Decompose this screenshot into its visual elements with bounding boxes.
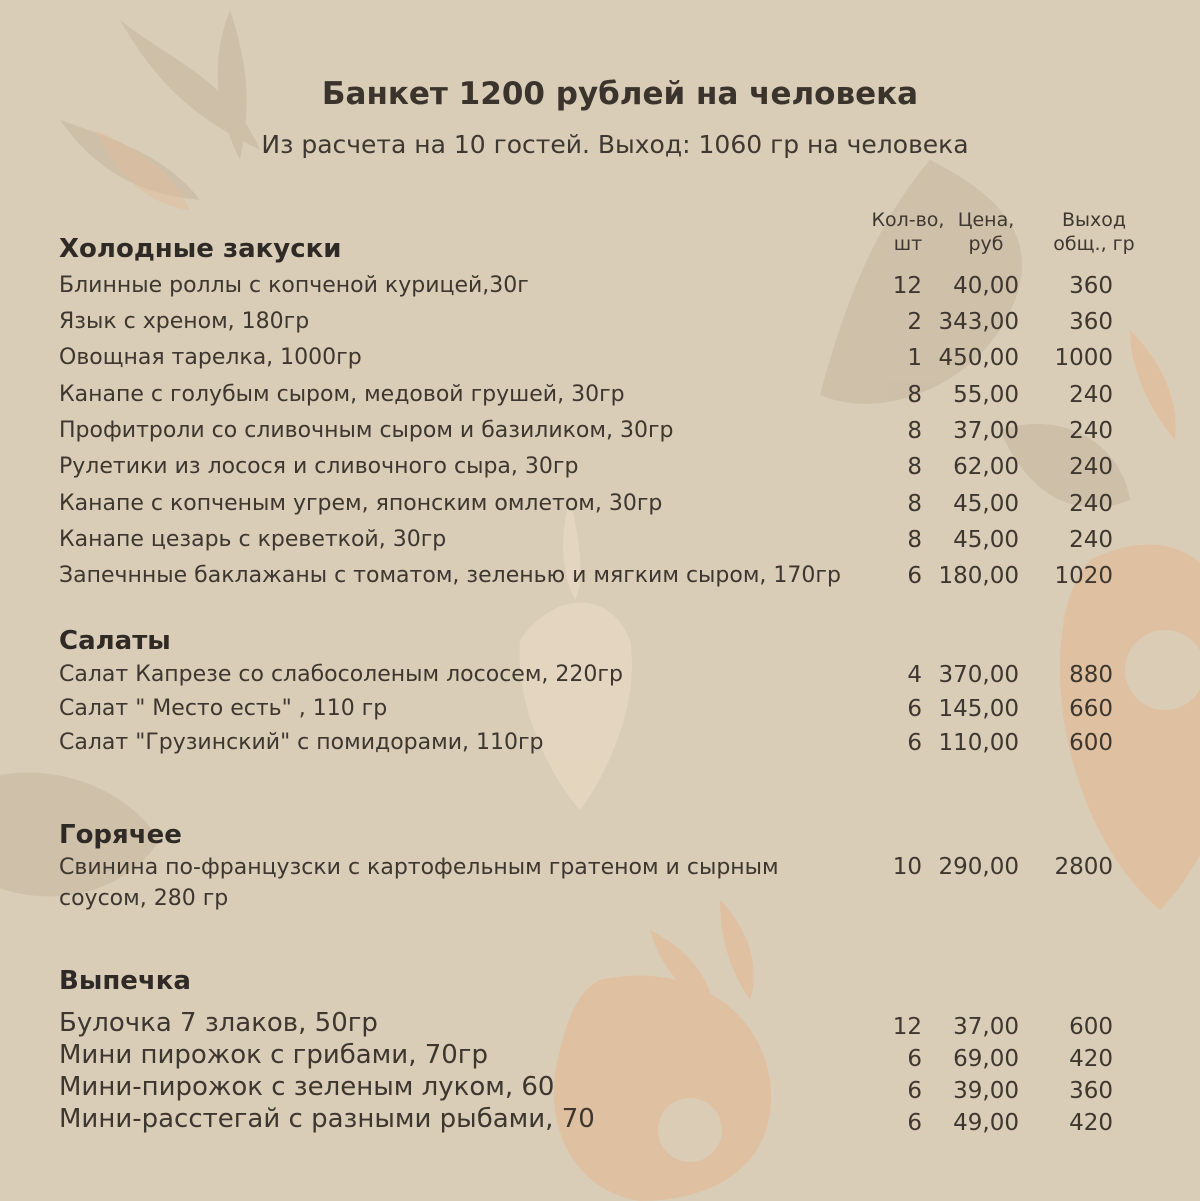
- item-qty: 6: [907, 563, 922, 589]
- item-name: Мини-расстегай с разными рыбами, 70: [59, 1104, 595, 1134]
- column-header-qty-line1: Кол-во,: [871, 209, 945, 231]
- item-price: 343,00: [938, 309, 1019, 335]
- item-price: 49,00: [953, 1110, 1019, 1136]
- page-title: Банкет 1200 рублей на человека: [321, 76, 919, 112]
- menu-row: [0, 491, 1200, 523]
- item-qty: 6: [907, 730, 922, 756]
- item-output: 360: [1069, 1078, 1113, 1104]
- item-output: 240: [1069, 454, 1113, 480]
- item-name: Блинные роллы с копченой курицей,30г: [59, 273, 529, 298]
- item-output: 600: [1069, 1014, 1113, 1040]
- item-output: 660: [1069, 696, 1113, 722]
- menu-row: [0, 418, 1200, 450]
- item-output: 880: [1069, 662, 1113, 688]
- menu-row: [0, 345, 1200, 377]
- menu-row: [0, 382, 1200, 414]
- item-qty: 8: [907, 418, 922, 444]
- item-price: 39,00: [953, 1078, 1019, 1104]
- item-name: Язык с хреном, 180гр: [59, 309, 310, 334]
- column-header-price: [948, 208, 1024, 256]
- item-output: 1000: [1054, 345, 1113, 371]
- column-header-output-line2: общ., гр: [1053, 233, 1135, 255]
- item-qty: 6: [907, 1078, 922, 1104]
- menu-row: [0, 696, 1200, 728]
- item-qty: 12: [892, 273, 922, 299]
- item-name: Профитроли со сливочным сыром и базиликом, 30гр: [59, 418, 674, 443]
- item-price: 55,00: [953, 382, 1019, 408]
- item-qty: 8: [907, 527, 922, 553]
- item-name: Запечнные баклажаны с томатом, зеленью и мягким сыром, 170гр: [59, 563, 841, 588]
- menu-row: [0, 662, 1200, 694]
- item-name: Канапе с голубым сыром, медовой грушей, 30гр: [59, 382, 625, 407]
- column-header-output: [1044, 208, 1144, 256]
- item-qty: 8: [907, 454, 922, 480]
- menu-row: [0, 854, 1200, 918]
- item-qty: 6: [907, 1110, 922, 1136]
- item-price: 37,00: [953, 1014, 1019, 1040]
- item-output: 240: [1069, 491, 1113, 517]
- menu-row: [0, 273, 1200, 305]
- menu-row: [0, 730, 1200, 762]
- item-price: 145,00: [938, 696, 1019, 722]
- item-name: Салат "Грузинский" с помидорами, 110гр: [59, 730, 544, 755]
- item-name: Мини-пирожок с зеленым луком, 60: [59, 1072, 555, 1102]
- menu-row: [0, 563, 1200, 595]
- item-price: 40,00: [953, 273, 1019, 299]
- item-price: 45,00: [953, 491, 1019, 517]
- column-header-price-line2: руб: [968, 233, 1004, 255]
- item-price: 110,00: [938, 730, 1019, 756]
- item-output: 240: [1069, 418, 1113, 444]
- item-name: Салат Капрезе со слабосоленым лососем, 220гр: [59, 662, 623, 687]
- item-output: 360: [1069, 309, 1113, 335]
- item-name: Свинина по-французски с картофельным гратеном и сырным соусом, 280 гр: [59, 855, 779, 911]
- item-name: Мини пирожок с грибами, 70гр: [59, 1040, 488, 1070]
- column-header-output-line1: Выход: [1061, 209, 1127, 231]
- column-header-qty-line2: шт: [893, 233, 923, 255]
- column-header-qty: [868, 208, 948, 256]
- item-output: 240: [1069, 527, 1113, 553]
- item-name: Канапе с копченым угрем, японским омлетом, 30гр: [59, 491, 663, 516]
- item-output: 360: [1069, 273, 1113, 299]
- section-title-cold-appetizers: Холодные закуски: [59, 234, 342, 264]
- menu-row: [0, 309, 1200, 341]
- menu-row: [0, 1104, 1200, 1142]
- item-name: Булочка 7 злаков, 50гр: [59, 1008, 378, 1038]
- item-qty: 8: [907, 382, 922, 408]
- item-qty: 1: [907, 345, 922, 371]
- page-subtitle: Из расчета на 10 гостей. Выход: 1060 гр на человека: [261, 130, 969, 159]
- item-name: Канапе цезарь с креветкой, 30гр: [59, 527, 447, 552]
- item-qty: 12: [892, 1014, 922, 1040]
- item-output: 600: [1069, 730, 1113, 756]
- item-output: 1020: [1054, 563, 1113, 589]
- column-header-price-line1: Цена,: [957, 209, 1015, 231]
- section-title-salads: Салаты: [59, 626, 171, 656]
- item-price: 37,00: [953, 418, 1019, 444]
- item-qty: 6: [907, 696, 922, 722]
- item-name: Овощная тарелка, 1000гр: [59, 345, 362, 370]
- item-price: 450,00: [938, 345, 1019, 371]
- menu-row: [0, 527, 1200, 559]
- item-qty: 8: [907, 491, 922, 517]
- section-title-pastry: Выпечка: [59, 966, 191, 996]
- item-qty: 4: [907, 662, 922, 688]
- item-name: Рулетики из лосося и сливочного сыра, 30гр: [59, 454, 579, 479]
- item-name: Салат " Место есть" , 110 гр: [59, 696, 388, 721]
- item-output: 420: [1069, 1110, 1113, 1136]
- item-output: 420: [1069, 1046, 1113, 1072]
- item-qty: 6: [907, 1046, 922, 1072]
- item-price: 290,00: [938, 854, 1019, 880]
- item-price: 370,00: [938, 662, 1019, 688]
- item-price: 45,00: [953, 527, 1019, 553]
- item-qty: 2: [907, 309, 922, 335]
- item-output: 2800: [1054, 854, 1113, 880]
- section-title-hot-dishes: Горячее: [59, 820, 182, 850]
- menu-row: [0, 454, 1200, 486]
- item-price: 180,00: [938, 563, 1019, 589]
- item-price: 69,00: [953, 1046, 1019, 1072]
- item-output: 240: [1069, 382, 1113, 408]
- item-qty: 10: [892, 854, 922, 880]
- item-price: 62,00: [953, 454, 1019, 480]
